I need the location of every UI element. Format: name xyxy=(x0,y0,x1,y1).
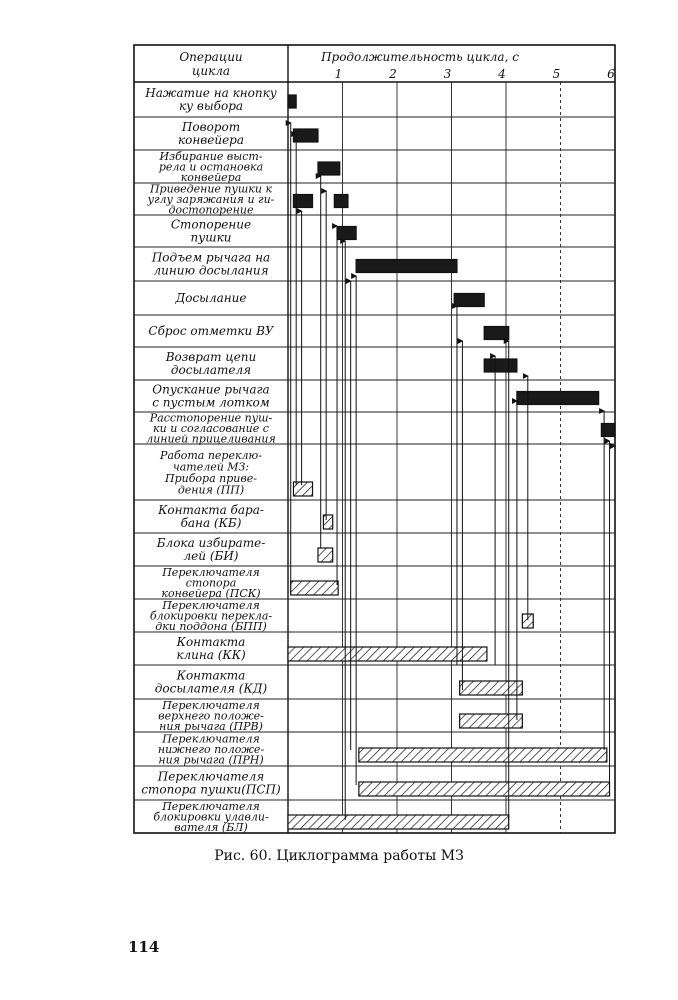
row-label-1-line-1: Нажатие на кнопку xyxy=(145,86,277,100)
switch-bar-13-1 xyxy=(323,515,332,529)
x-tick-label-4: 4 xyxy=(498,67,506,81)
row-label-19-line-1: Переключателя xyxy=(162,699,260,712)
row-label-11-line-3: линией прицеливания xyxy=(146,432,276,446)
operation-bar-6-1 xyxy=(356,260,457,273)
row-label-4-line-2: углу заряжания и ги- xyxy=(147,193,275,206)
row-label-15-line-3: конвейера (ПСК) xyxy=(161,587,261,600)
row-label-10-line-2: с пустым лотком xyxy=(152,395,270,410)
row-label-16-line-3: дки поддона (БПП) xyxy=(155,620,267,633)
figure-caption: Рис. 60. Циклограмма работы МЗ xyxy=(214,848,464,864)
row-label-20-line-1: Переключателя xyxy=(162,732,260,746)
row-label-10-line-1: Опускание рычага xyxy=(152,382,270,397)
row-label-16-line-2: блокировки перекла- xyxy=(149,609,273,623)
row-label-4-line-3: достопорение xyxy=(168,203,254,217)
row-label-14-line-2: лей (БИ) xyxy=(183,549,239,563)
switch-bar-21-1 xyxy=(359,782,610,796)
row-label-18-line-1: Контакта xyxy=(176,668,246,683)
x-tick-label-3: 3 xyxy=(443,67,452,81)
row-label-9-line-1: Возврат цепи xyxy=(165,350,257,364)
row-label-22-line-2: блокировки улавли- xyxy=(153,810,269,824)
row-label-6-line-1: Подъем рычага на xyxy=(151,250,271,265)
operation-bar-11-1 xyxy=(601,424,615,437)
switch-bar-19-1 xyxy=(460,714,523,728)
switch-bar-14-1 xyxy=(318,548,333,562)
row-label-16-line-1: Переключателя xyxy=(162,599,260,612)
x-tick-label-6: 6 xyxy=(607,67,615,81)
row-label-14-line-1: Блока избирате- xyxy=(156,536,266,550)
row-label-17-line-2: клина (КК) xyxy=(176,648,246,662)
switch-bar-18-1 xyxy=(460,681,523,695)
row-label-13-line-2: бана (КБ) xyxy=(180,516,242,530)
row-label-22-line-1: Переключателя xyxy=(162,800,260,813)
row-label-4-line-1: Приведение пушки к xyxy=(149,182,273,196)
row-label-20-line-3: ния рычага (ПРН) xyxy=(158,753,264,767)
operation-bar-9-1 xyxy=(484,359,517,372)
labels-layer xyxy=(141,50,615,834)
row-label-22-line-3: вателя (БЛ) xyxy=(174,821,248,834)
page-number: 114 xyxy=(128,938,160,956)
row-label-7-line-1: Досылание xyxy=(175,291,247,305)
x-axis-title: Продолжительность цикла, с xyxy=(321,50,519,64)
row-label-2-line-1: Поворот xyxy=(181,120,241,134)
row-label-21-line-2: стопора пушки(ПСП) xyxy=(141,782,281,797)
operation-bar-5-1 xyxy=(337,227,356,240)
row-label-12-line-4: дения (ПП) xyxy=(177,483,245,497)
row-label-3-line-2: рела и остановка xyxy=(158,160,264,174)
operation-bar-7-1 xyxy=(454,294,484,307)
row-label-2-line-2: конвейера xyxy=(177,133,245,147)
row-label-15-line-2: стопора xyxy=(185,576,237,590)
row-label-12-line-1: Работа переклю- xyxy=(160,448,262,462)
row-label-8-line-1: Сброс отметки ВУ xyxy=(148,324,274,338)
row-label-21-line-1: Переключателя xyxy=(157,769,265,784)
row-label-11-line-2: ки и согласование с xyxy=(153,422,269,435)
row-label-17-line-1: Контакта xyxy=(176,635,246,649)
row-label-3-line-3: конвейера xyxy=(180,171,242,184)
row-label-12-line-2: чателей МЗ: xyxy=(172,460,250,474)
x-tick-label-2: 2 xyxy=(389,67,397,81)
row-label-9-line-2: досылателя xyxy=(170,363,252,377)
header-cycle-label: цикла xyxy=(191,64,231,78)
row-label-1-line-2: ку выбора xyxy=(178,99,244,113)
operation-bar-1-1 xyxy=(288,95,296,108)
row-label-20-line-2: нижнего положе- xyxy=(157,743,265,756)
operation-bar-3-1 xyxy=(318,162,340,175)
x-tick-label-1: 1 xyxy=(334,67,343,81)
operation-bar-4-2 xyxy=(334,195,348,208)
row-label-5-line-2: пушки xyxy=(190,230,232,245)
row-label-19-line-2: верхнего положе- xyxy=(158,709,264,723)
switch-bar-22-1 xyxy=(288,815,509,829)
row-label-3-line-1: Избирание выст- xyxy=(159,150,263,163)
row-label-11-line-1: Расстопорение пуш- xyxy=(149,411,273,425)
switch-bar-15-1 xyxy=(291,581,338,595)
operation-bar-2-1 xyxy=(293,129,318,142)
row-label-5-line-1: Стопорение xyxy=(170,217,252,232)
row-label-12-line-3: Прибора приве- xyxy=(165,471,257,485)
switch-bar-20-1 xyxy=(359,748,607,762)
row-label-18-line-2: досылателя (КД) xyxy=(154,681,268,696)
operation-bar-8-1 xyxy=(484,327,509,340)
row-label-19-line-3: ния рычага (ПРВ) xyxy=(159,720,263,733)
header-operations-label: Операции xyxy=(179,50,243,64)
x-tick-label-5: 5 xyxy=(552,67,561,81)
row-label-13-line-1: Контакта бара- xyxy=(158,503,264,517)
operation-bar-10-1 xyxy=(517,392,599,405)
row-label-15-line-1: Переключателя xyxy=(162,566,260,579)
row-label-6-line-2: линию досылания xyxy=(153,263,269,278)
